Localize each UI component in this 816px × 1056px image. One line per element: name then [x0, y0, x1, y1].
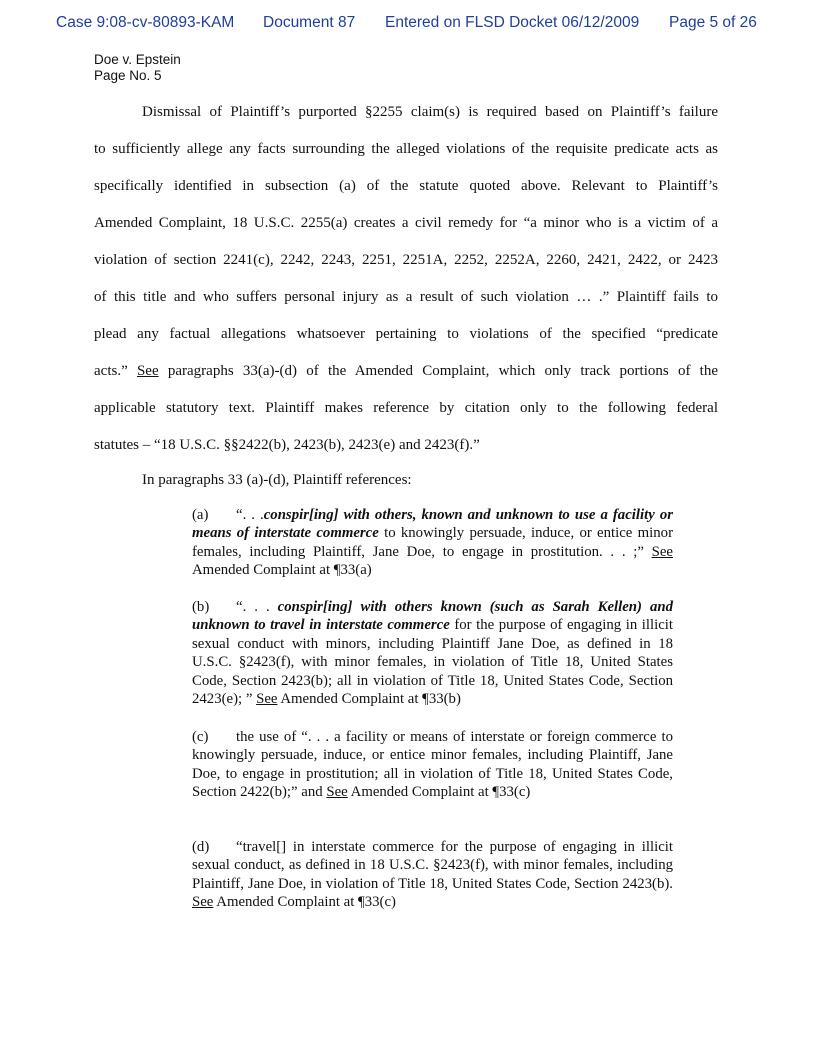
- see-signal: See: [256, 691, 278, 708]
- citation: Amended Complaint at ¶33(b): [277, 691, 461, 708]
- block-quote-b: [192, 598, 673, 708]
- item-letter: (d): [192, 839, 210, 855]
- citation: Amended Complaint at ¶33(c): [213, 894, 396, 911]
- citation: Amended Complaint at ¶33(a): [192, 562, 372, 579]
- quote-text: the use of “. . . a facility or means of interstate or foreign commerce to knowingly persuade, induce, or entice minor females, including Plaintiff, Jane Doe, to engage in prostitution; all in violation of Title 18, United States Code, Section 2422(b);” and: [192, 729, 673, 801]
- text-line: Amended Complaint, 18 U.S.C. 2255(a) creates a civil remedy for “a minor who is a victim of a: [94, 215, 718, 231]
- item-letter: (c): [192, 729, 209, 745]
- page-identifier: [94, 52, 181, 84]
- quote-open: “. . .: [236, 599, 278, 615]
- page-count: Page 5 of 26: [669, 14, 757, 31]
- text-line: statutes – “18 U.S.C. §§2422(b), 2423(b), 2423(e) and 2423(f).”: [94, 437, 480, 453]
- quote-open: “. . .: [236, 507, 264, 523]
- text-line: [94, 353, 718, 390]
- document-number: Document 87: [263, 14, 356, 31]
- see-signal: See: [326, 784, 348, 801]
- see-signal: See: [651, 543, 673, 560]
- quote-text: for the purpose of engaging in illicit sexual conduct with minors, including Plaintiff Jane Doe, as defined in 18 U.S.C. §2423(f), with minor females, in violation of Title 18, United States Code, Section 2423(b); all in violation of Title 18, United States Code, Section 2423(e); ”: [192, 617, 673, 708]
- see-signal: See: [136, 363, 159, 379]
- block-quote-c: [192, 728, 673, 802]
- item-letter: (b): [192, 599, 210, 615]
- paragraph-dismissal-argument: [94, 94, 718, 464]
- quote-text: to knowingly persuade, induce, or entice minor females, including Plaintiff, Jane Doe, to engage in prostitution. . . ;”: [192, 525, 674, 560]
- text-line: applicable statutory text. Plaintiff makes reference by citation only to the following federal: [94, 400, 718, 416]
- text-segment: acts.”: [94, 363, 137, 379]
- case-number: Case 9:08-cv-80893-KAM: [56, 14, 235, 31]
- text-line: of this title and who suffers personal injury as a result of such violation … .” Plaintiff fails to: [94, 289, 718, 305]
- text-line: plead any factual allegations whatsoever pertaining to violations of the specified “predicate: [94, 326, 718, 342]
- block-quote-d: [192, 838, 673, 912]
- text-line: to sufficiently allege any facts surrounding the alleged violations of the requisite predicate acts as: [94, 141, 718, 157]
- text-line: violation of section 2241(c), 2242, 2243, 2251, 2251A, 2252, 2252A, 2260, 2421, 2422, or 2423: [94, 252, 718, 268]
- see-signal: See: [192, 894, 214, 911]
- text-segment: paragraphs 33(a)-(d) of the Amended Complaint, which only track portions of the: [158, 363, 718, 379]
- emphasized-text: conspir[ing] with others known (such as Sarah Kellen) and unknown to travel in interstate commerce: [192, 599, 673, 634]
- emphasized-text: conspir[ing] with others, known and unknown to use a facility or means of interstate commerce: [192, 507, 673, 542]
- text-line: Dismissal of Plaintiff’s purported §2255 claim(s) is required based on Plaintiff’s failure: [142, 104, 718, 120]
- docket-entry-date: Entered on FLSD Docket 06/12/2009: [385, 14, 640, 31]
- case-caption: Doe v. Epstein: [94, 52, 181, 67]
- page-number: Page No. 5: [94, 68, 162, 83]
- quote-text: “travel[] in interstate commerce for the purpose of engaging in illicit sexual conduct, as defined in 18 U.S.C. §2423(f), with minor females, including Plaintiff, Jane Doe, in violation of Title 18, United States Code, Section 2423(b).: [192, 839, 673, 892]
- block-quote-a: [192, 506, 673, 580]
- references-intro: In paragraphs 33 (a)-(d), Plaintiff references:: [142, 472, 412, 488]
- text-line: specifically identified in subsection (a) of the statute quoted above. Relevant to Plaintiff’s: [94, 178, 718, 194]
- citation: Amended Complaint at ¶33(c): [347, 784, 531, 801]
- item-letter: (a): [192, 507, 209, 523]
